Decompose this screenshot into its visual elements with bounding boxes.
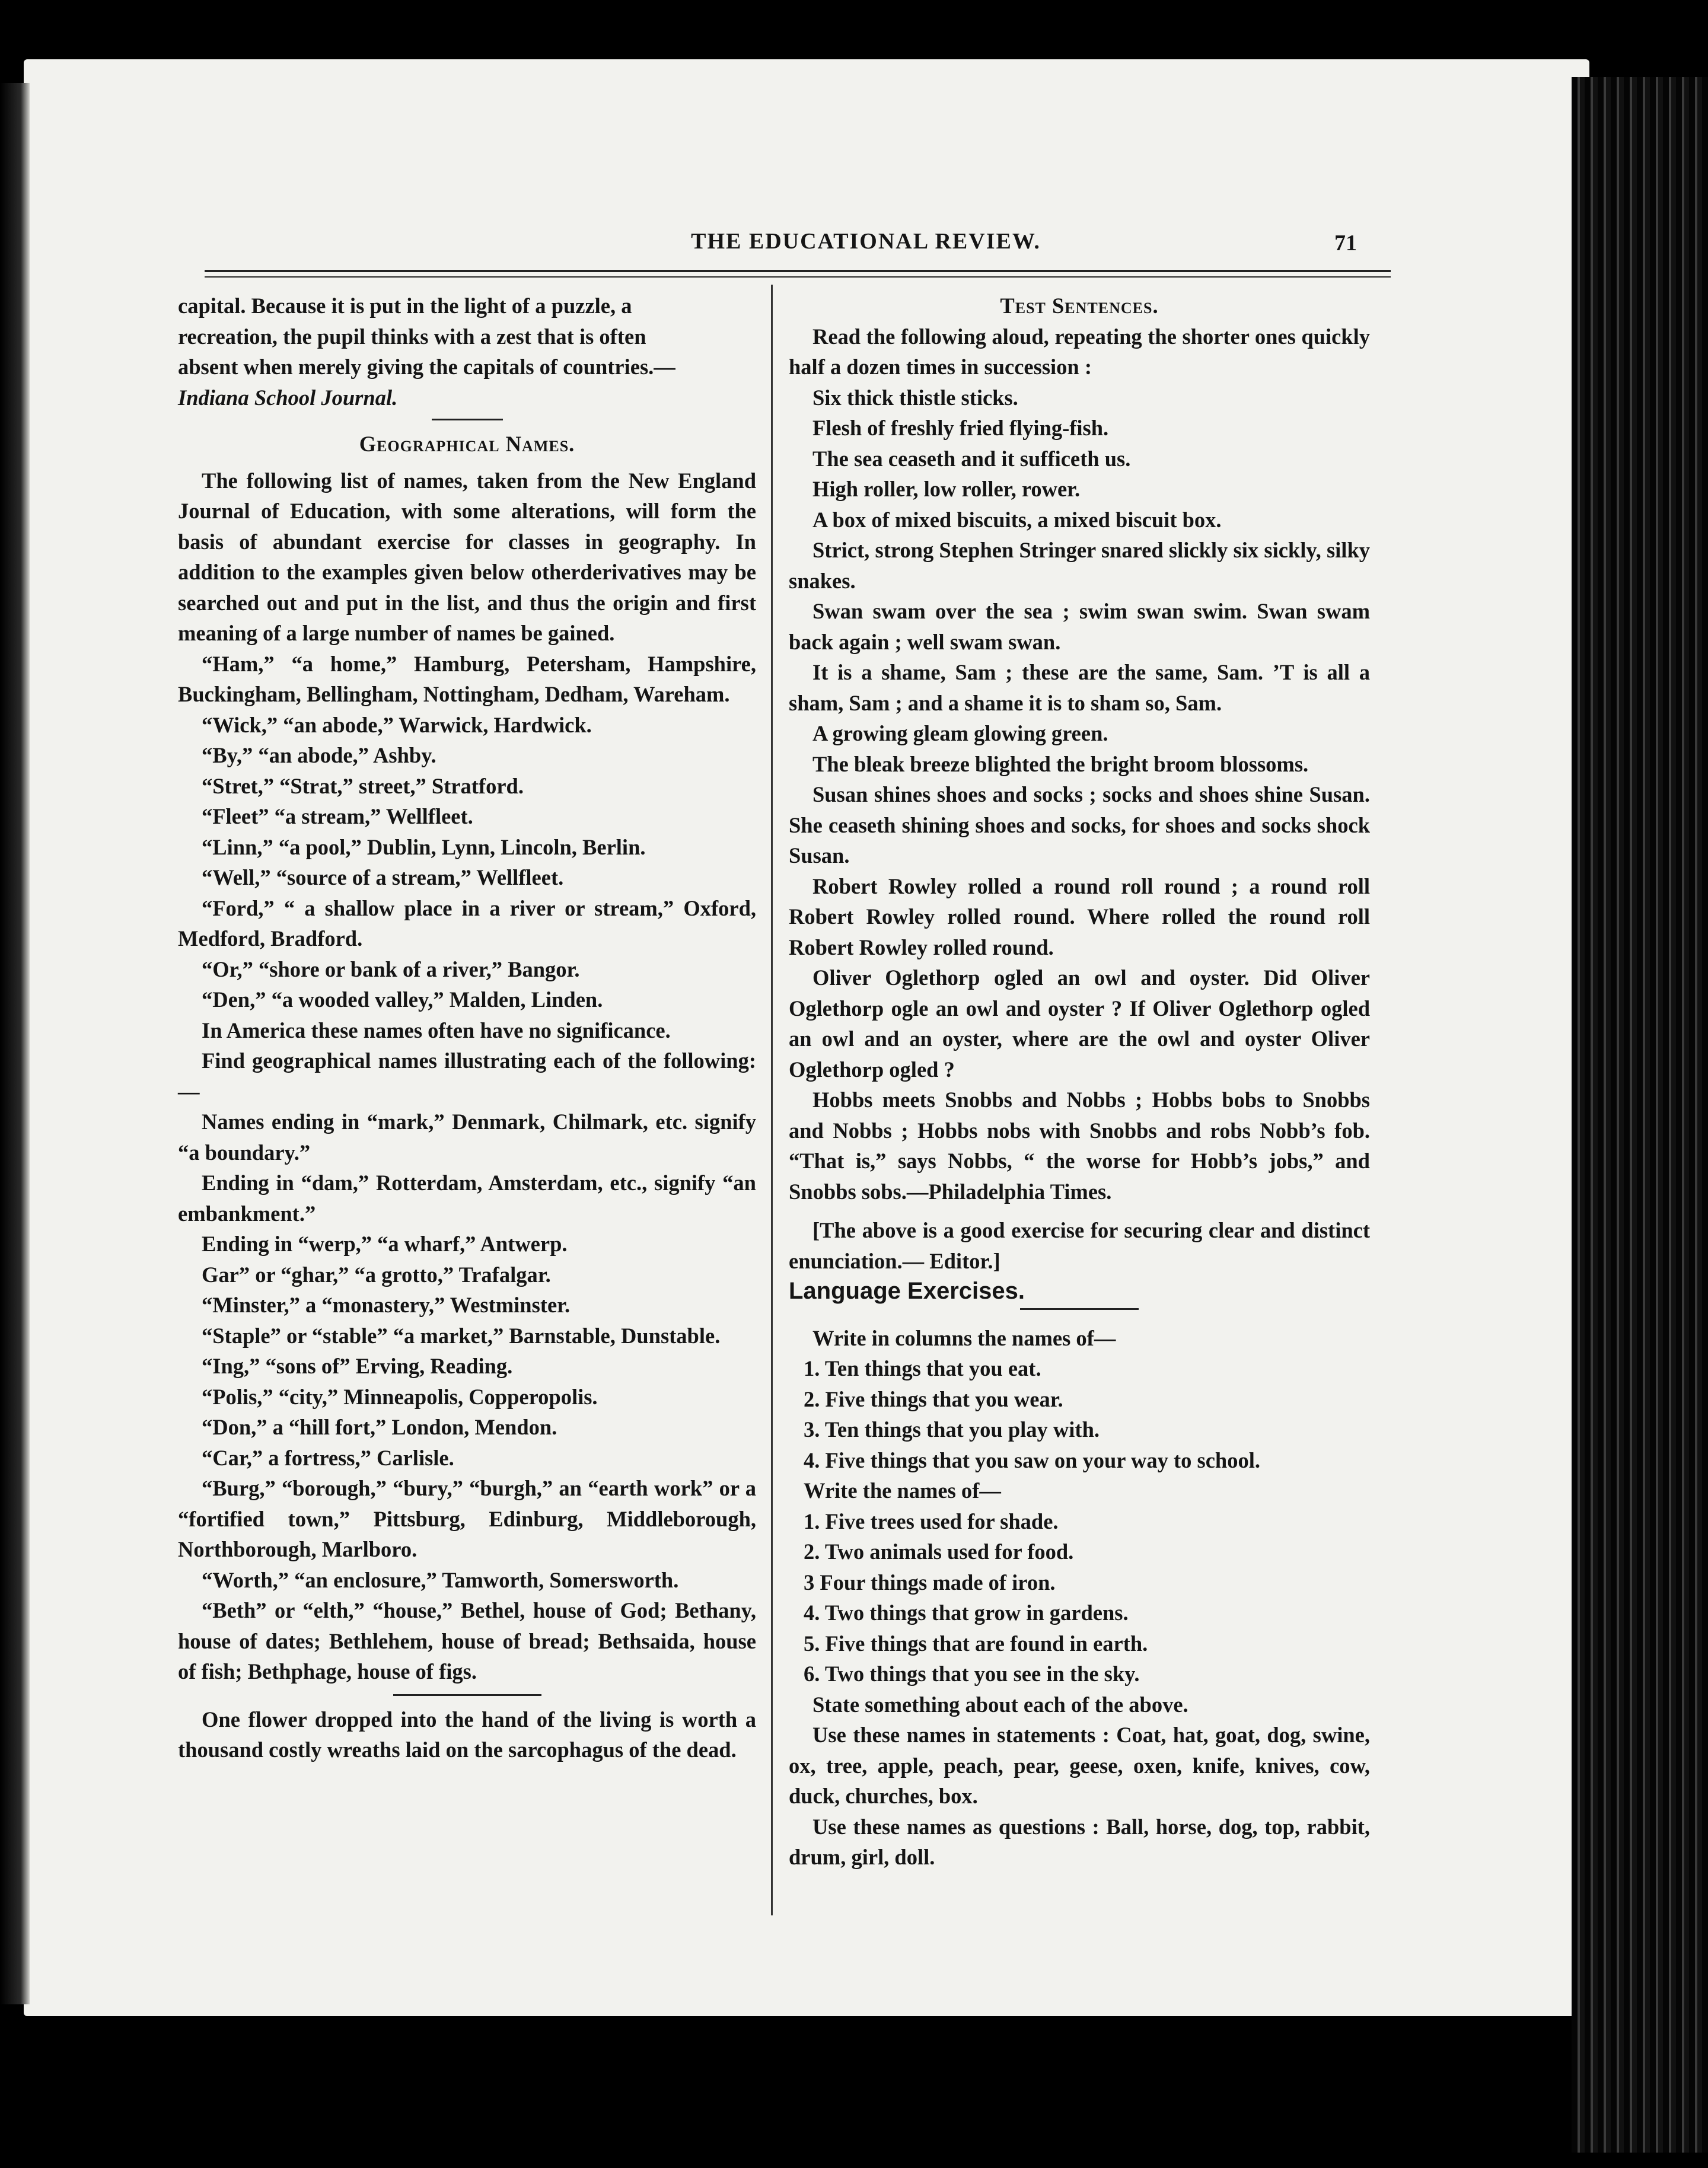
entry-line: “Burg,” “borough,” “bury,” “burgh,” an “earth work” or a “fortified town,” Pittsburg, Edinburg, Middleborough, Northborough, Marlboro. (178, 1476, 756, 1561)
list-item: 1. Ten things that you eat. (804, 1356, 1041, 1380)
questions-paragraph: Use these names as questions : Ball, horse, dog, top, rabbit, drum, girl, doll. (789, 1814, 1370, 1869)
entry-line: “Well,” “source of a stream,” Wellfleet. (202, 865, 564, 889)
entry-line: “Worth,” “an enclosure,” Tamworth, Somersworth. (202, 1567, 679, 1592)
entry-line: “Den,” “a wooded valley,” Malden, Linden. (202, 987, 603, 1012)
list-item: 3 Four things made of iron. (804, 1570, 1056, 1595)
write-names-intro: Write the names of— (804, 1478, 1001, 1503)
test-sentence: Susan shines shoes and socks ; socks and shoes shine Susan. She ceaseth shining shoes and socks, for shoes and socks shock Susan. (789, 782, 1370, 868)
source-citation: Indiana School Journal. (178, 385, 398, 410)
language-exercises-title: Language Exercises. (789, 1278, 1025, 1304)
entry-line: “Car,” a fortress,” Carlisle. (202, 1445, 454, 1470)
page-stack-edge (1572, 77, 1708, 2153)
test-sentence: Six thick thistle sticks. (812, 385, 1018, 410)
spacer (789, 1207, 1370, 1215)
test-sentence: A box of mixed biscuits, a mixed biscuit box. (812, 507, 1222, 532)
list-item: 2. Five things that you wear. (804, 1386, 1063, 1411)
test-sentence: Robert Rowley rolled a round roll round ; a round roll Robert Rowley rolled round. Where rolled the round roll Robert Rowley rolled round. (789, 873, 1370, 959)
statements-paragraph: Use these names in statements : Coat, hat, goat, dog, swine, ox, tree, apple, peach, pear, geese, oxen, knife, knives, cow, duck, churches, box. (789, 1723, 1370, 1808)
list-item: 6. Two things that you see in the sky. (804, 1662, 1140, 1686)
entry-line: “Don,” a “hill fort,” London, Mendon. (202, 1415, 557, 1439)
test-sentence: Swan swam over the sea ; swim swan swim. Swan swam back again ; well swam swan. (789, 599, 1370, 654)
state-something-line: State something about each of the above. (812, 1692, 1188, 1717)
closing-paragraph: One flower dropped into the hand of the living is worth a thousand costly wreaths laid on the sarcophagus of the dead. (178, 1707, 756, 1762)
intro-line: capital. Because it is put in the light of a puzzle, a (178, 294, 632, 318)
test-sentence: Strict, strong Stephen Stringer snared slickly six sickly, silky snakes. (789, 538, 1370, 593)
test-sentences-intro: Read the following aloud, repeating the shorter ones quickly half a dozen times in succession : (789, 324, 1370, 379)
entry-line: “Wick,” “an abode,” Warwick, Hardwick. (202, 712, 592, 737)
left-column (178, 291, 756, 1765)
test-sentence: A growing gleam glowing green. (812, 721, 1108, 745)
list-item: 2. Two animals used for food. (804, 1539, 1074, 1564)
entry-line: Ending in “werp,” “a wharf,” Antwerp. (202, 1232, 568, 1256)
binding-shadow (0, 83, 30, 2004)
list-item: 5. Five things that are found in earth. (804, 1631, 1148, 1656)
section-title: Geographical Names. (359, 432, 575, 456)
list-item: 1. Five trees used for shade. (804, 1509, 1059, 1533)
write-columns-intro: Write in columns the names of— (812, 1325, 1116, 1350)
test-sentence: Oliver Oglethorp ogled an owl and oyster. Did Oliver Oglethorp ogle an owl and oyster ? If Oliver Oglethorp ogled an owl and an oyster, where are the owl and oyster Oliver Oglethorp ogled ? (789, 965, 1370, 1082)
entry-line: “Beth” or “elth,” “house,” Bethel, house of God; Bethany, house of dates; Bethlehem, house of bread; Bethsaida, house of fish; Bethphage, house of figs. (178, 1598, 756, 1684)
entry-line: “Or,” “shore or bank of a river,” Bangor. (202, 957, 580, 981)
test-sentence: It is a shame, Sam ; these are the same, Sam. ’T is all a sham, Sam ; and a shame it is to sham so, Sam. (789, 660, 1370, 715)
entry-line: “Minster,” a “monastery,” Westminster. (202, 1293, 571, 1317)
entry-line: Find geographical names illustrating each of the following:— (178, 1048, 756, 1104)
page-number: 71 (1334, 231, 1357, 256)
test-sentence: The sea ceaseth and it sufficeth us. (812, 446, 1131, 471)
editor-note: [The above is a good exercise for securing clear and distinct enunciation.— Editor.] (789, 1218, 1370, 1273)
test-sentence: Hobbs meets Snobbs and Nobbs ; Hobbs bobs to Snobbs and Nobbs ; Hobbs nobs with Snobbs and robs Nobb’s fob. “That is,” says Nobbs, “ the worse for Hobb’s jobs,” and Snobbs sobs.—Philadelphia Times. (789, 1088, 1370, 1204)
entry-line: Gar” or “ghar,” “a grotto,” Trafalgar. (202, 1262, 551, 1287)
entry-line: Names ending in “mark,” Denmark, Chilmark, etc. signify “a boundary.” (178, 1109, 756, 1165)
entry-line: “Ham,” “a home,” Hamburg, Petersham, Hampshire, Buckingham, Bellingham, Nottingham, Dedham, Wareham. (178, 651, 756, 706)
entry-line: “Linn,” “a pool,” Dublin, Lynn, Lincoln, Berlin. (202, 834, 646, 859)
running-head: THE EDUCATIONAL REVIEW. (691, 229, 1041, 254)
intro-line: recreation, the pupil thinks with a zest that is often (178, 324, 646, 349)
entry-line: “Ing,” “sons of” Erving, Reading. (202, 1354, 513, 1378)
intro-line: absent when merely giving the capitals of countries.— (178, 355, 675, 379)
list-item: 4. Two things that grow in gardens. (804, 1601, 1129, 1625)
header-rule-thin (205, 276, 1391, 278)
test-sentence: Flesh of freshly fried flying-fish. (812, 416, 1109, 440)
entry-line: “Staple” or “stable” “a market,” Barnstable, Dunstable. (202, 1323, 721, 1348)
header-rule (205, 270, 1391, 272)
entry-line: “Fleet” “a stream,” Wellfleet. (202, 804, 473, 828)
section-rule (1020, 1308, 1139, 1310)
entry-line: Ending in “dam,” Rotterdam, Amsterdam, etc., signify “an embankment.” (178, 1171, 756, 1226)
test-sentence: High roller, low roller, rower. (812, 477, 1081, 501)
test-sentence: The bleak breeze blighted the bright broom blossoms. (812, 751, 1309, 776)
list-item: 4. Five things that you saw on your way to school. (804, 1448, 1260, 1472)
entry-line: “Stret,” “Strat,” street,” Stratford. (202, 773, 524, 798)
entry-line: “Polis,” “city,” Minneapolis, Copperopolis. (202, 1384, 598, 1409)
test-sentences-title: Test Sentences. (1000, 294, 1159, 318)
section-rule (393, 1694, 541, 1696)
entry-line: In America these names often have no significance. (202, 1018, 671, 1042)
intro-paragraph: The following list of names, taken from the New England Journal of Education, with some alterations, will form the basis of abundant exercise for classes in geography. In addition to the examples given below otherderivatives may be searched out and put in the list, and thus the origin and first meaning of a large number of names be gained. (178, 468, 756, 645)
entry-line: “Ford,” “ a shallow place in a river or stream,” Oxford, Medford, Bradford. (178, 895, 756, 951)
section-rule (432, 419, 503, 420)
column-divider (771, 285, 773, 1915)
right-column (789, 291, 1370, 1873)
entry-line: “By,” “an abode,” Ashby. (202, 743, 436, 767)
list-item: 3. Ten things that you play with. (804, 1417, 1100, 1442)
